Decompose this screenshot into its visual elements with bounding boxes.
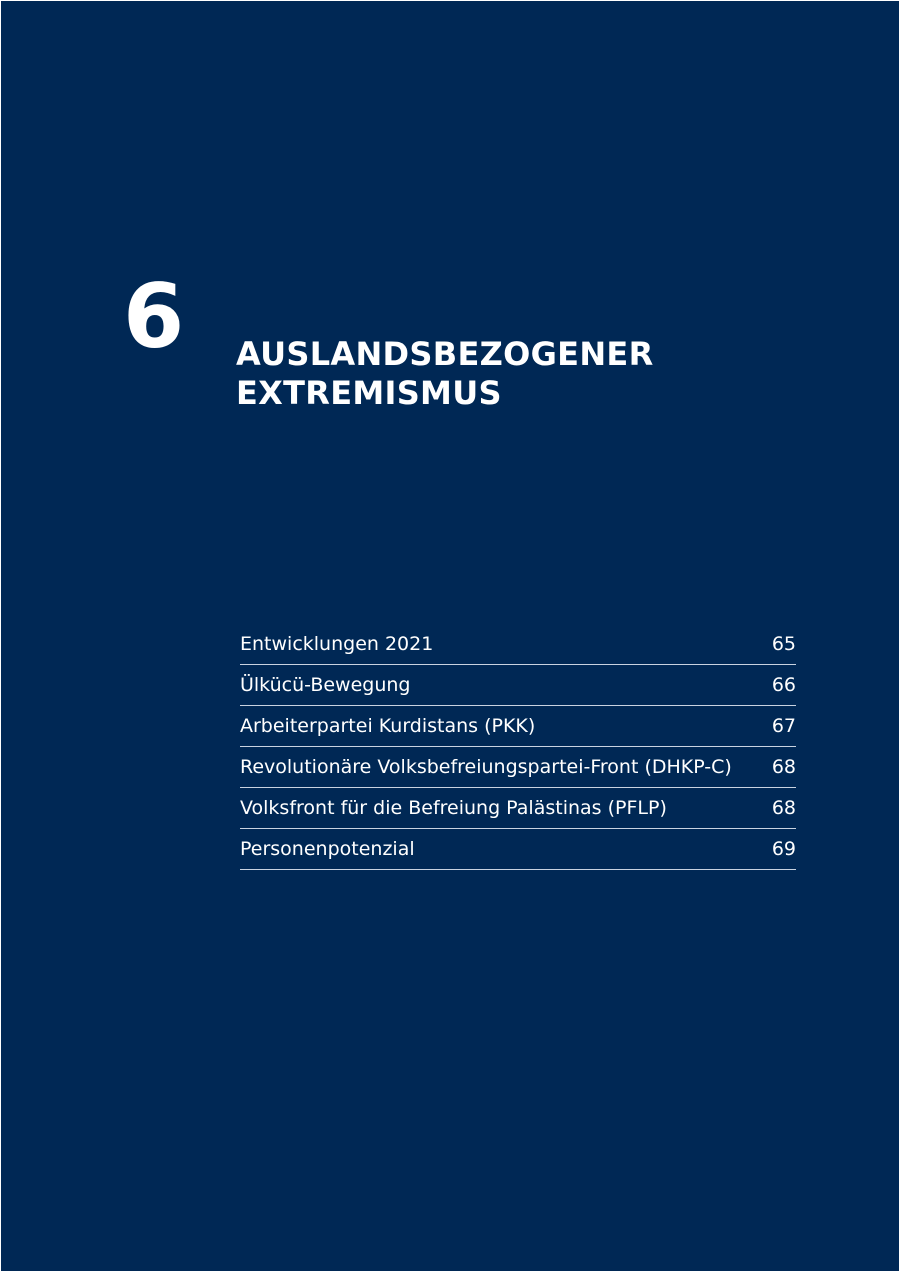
toc-entry-label: Ülkücü-Bewegung [240,674,411,696]
toc-entry-label: Arbeiterpartei Kurdistans (PKK) [240,715,536,737]
toc-entry-personenpotenzial[interactable] [240,829,796,870]
toc-entry-page: 68 [771,797,796,819]
toc-entry-page: 67 [771,715,796,737]
chapter-number: 6 [123,265,184,368]
toc-entry-pkk[interactable] [240,706,796,747]
chapter-title [236,335,796,413]
chapter-divider-page [1,1,899,1271]
chapter-title-line-1: AUSLANDSBEZOGENER [236,335,654,373]
toc-entry-uelkuecue-bewegung[interactable] [240,665,796,706]
toc-entry-label: Revolutionäre Volksbefreiungspartei-Front (DHKP-C) [240,756,732,778]
toc-entry-page: 65 [771,633,796,655]
toc-entry-entwicklungen[interactable] [240,623,796,665]
toc-entry-label: Volksfront für die Befreiung Palästinas (PFLP) [240,797,667,819]
toc-entry-label: Personenpotenzial [240,838,415,860]
toc-entry-page: 68 [771,756,796,778]
toc-entry-page: 66 [771,674,796,696]
table-of-contents [240,623,796,870]
toc-entry-dhkp-c[interactable] [240,747,796,788]
chapter-title-line-2: EXTREMISMUS [236,374,502,412]
toc-entry-page: 69 [771,838,796,860]
toc-entry-label: Entwicklungen 2021 [240,633,434,655]
toc-entry-pflp[interactable] [240,788,796,829]
